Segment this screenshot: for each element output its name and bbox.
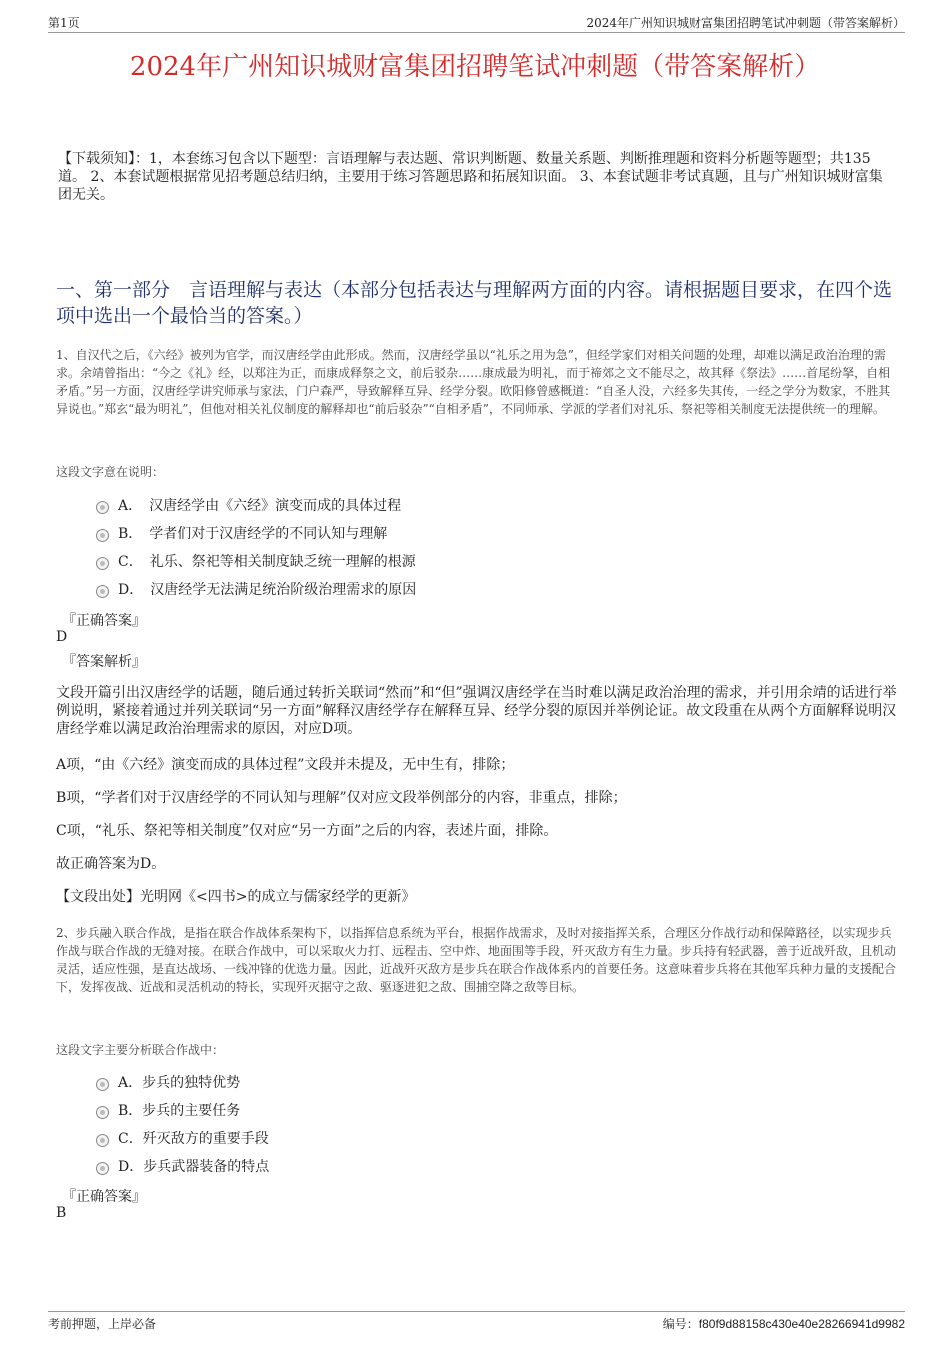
radio-icon[interactable]: [96, 501, 109, 514]
option-label: D．步兵武器装备的特点: [118, 1159, 270, 1175]
option-label: C． 礼乐、祭祀等相关制度缺乏统一理解的根源: [118, 554, 416, 570]
q1-explain-a: A项，“由《六经》演变而成的具体过程”文段并未提及，无中生有，排除；: [56, 757, 515, 773]
page-header: [48, 14, 905, 33]
option-label: A．步兵的独特优势: [118, 1075, 241, 1091]
option-label: B．步兵的主要任务: [118, 1103, 241, 1119]
q1-source: 【文段出处】光明网《<四书>的成立与儒家经学的更新》: [56, 889, 416, 905]
option-label: A． 汉唐经学由《六经》演变而成的具体过程: [118, 498, 402, 514]
radio-icon[interactable]: [96, 529, 109, 542]
q1-answer-label: 『正确答案』: [62, 613, 146, 629]
document-title: 2024年广州知识城财富集团招聘笔试冲刺题（带答案解析）: [129, 52, 821, 82]
q1-answer: D: [56, 629, 68, 645]
q1-analysis: 文段开篇引出汉唐经学的话题，随后通过转折关联词“然而”和“但”强调汉唐经学在当时难以满足政治治理的需求，并引用余靖的话进行举例说明，紧接着通过并列关联词“另一方面”解释汉唐经学存在解释互异、经学分裂的原因并举例论证。故文段重在从两个方面解释说明汉唐经学难以满足政治治理需求的原因，对应D项。: [56, 685, 897, 737]
page-footer: [48, 1311, 905, 1331]
footer-code: [663, 1315, 905, 1332]
option-label: B． 学者们对于汉唐经学的不同认知与理解: [118, 526, 388, 542]
radio-icon[interactable]: [96, 585, 109, 598]
page-number: 第1页: [48, 16, 80, 30]
q1-conclusion: 故正确答案为D。: [56, 856, 166, 872]
q2-answer-label: 『正确答案』: [62, 1189, 146, 1205]
section-heading: 一、第一部分 言语理解与表达（本部分包括表达与理解两方面的内容。请根据题目要求，在四个选项中选出一个最恰当的答案。）: [56, 279, 893, 327]
footer-code-label: 编号：: [662, 1317, 699, 1331]
q1-passage: 1、自汉代之后，《六经》被列为官学，而汉唐经学由此形成。然而，汉唐经学虽以“礼乐之用为急”，但经学家们对相关问题的处理，却难以满足政治治理的需求。余靖曾指出：“今之《礼》经，以郑注为正，而康成释祭之文，前后驳杂……康成最为明礼，而于禘郊之文不能尽之，故其释《祭法》……首尾纷拏，自相矛盾。”另一方面，汉唐经学讲究师承与家法，门户森严，导致解释互异、经学分裂。欧阳修曾感概道：“自圣人没，六经多失其传，一经之学分为数家，不胜其异说也。”郑玄“最为明礼”，但他对相关礼仪制度的解释却也“前后驳杂”“自相矛盾”，不同师承、学派的学者们对礼乐、祭祀等相关制度无法提供统一的理解。: [56, 348, 891, 416]
download-notice: 【下载须知】：1，本套练习包含以下题型：言语理解与表达题、常识判断题、数量关系题、判断推理题和资料分析题等题型；共135道。 2、本套试题根据常见招考题总结归纳，主要用于练习答题思路和拓展知识面。 3、本套试题非考试真题，且与广州知识城财富集团无关。: [58, 151, 883, 203]
q1-explain-c: C项，“礼乐、祭祀等相关制度”仅对应“另一方面”之后的内容，表述片面，排除。: [56, 823, 558, 839]
q2-prompt: 这段文字主要分析联合作战中：: [56, 1043, 225, 1057]
header-doc-title: 2024年广州知识城财富集团招聘笔试冲刺题（带答案解析）: [586, 16, 905, 30]
radio-icon[interactable]: [96, 1162, 109, 1175]
radio-icon[interactable]: [96, 1106, 109, 1119]
footer-slogan: 考前押题，上岸必备: [48, 1317, 157, 1331]
q1-prompt: 这段文字意在说明：: [56, 465, 165, 479]
footer-code-value: f80f9d88158c430e40e28266941d9982: [698, 1317, 905, 1331]
q2-answer: B: [56, 1205, 67, 1221]
q1-analysis-label: 『答案解析』: [62, 654, 146, 670]
q1-explain-b: B项，“学者们对于汉唐经学的不同认知与理解”仅对应文段举例部分的内容，非重点，排除；: [56, 790, 627, 806]
q2-passage: 2、步兵融入联合作战，是指在联合作战体系架构下，以指挥信息系统为平台，根据作战需求，及时对接指挥关系，合理区分作战行动和保障路径，以实现步兵作战与联合作战的无缝对接。在联合作战中，可以采取火力打、远程击、空中炸、地面围等手段，歼灭敌方有生力量。步兵持有轻武器，善于近战歼敌，且机动灵活，适应性强，是直达战场、一线冲锋的优选力量。因此，近战歼灭敌方是步兵在联合作战体系内的首要任务。这意味着步兵将在其他军兵种力量的支援配合下，发挥夜战、近战和灵活机动的特长，实现歼灭据守之敌、驱逐进犯之敌、围捕空降之敌等目标。: [56, 926, 897, 994]
radio-icon[interactable]: [96, 557, 109, 570]
option-label: C．歼灭敌方的重要手段: [118, 1131, 269, 1147]
option-label: D． 汉唐经学无法满足统治阶级治理需求的原因: [118, 582, 417, 598]
radio-icon[interactable]: [96, 1078, 109, 1091]
radio-icon[interactable]: [96, 1134, 109, 1147]
